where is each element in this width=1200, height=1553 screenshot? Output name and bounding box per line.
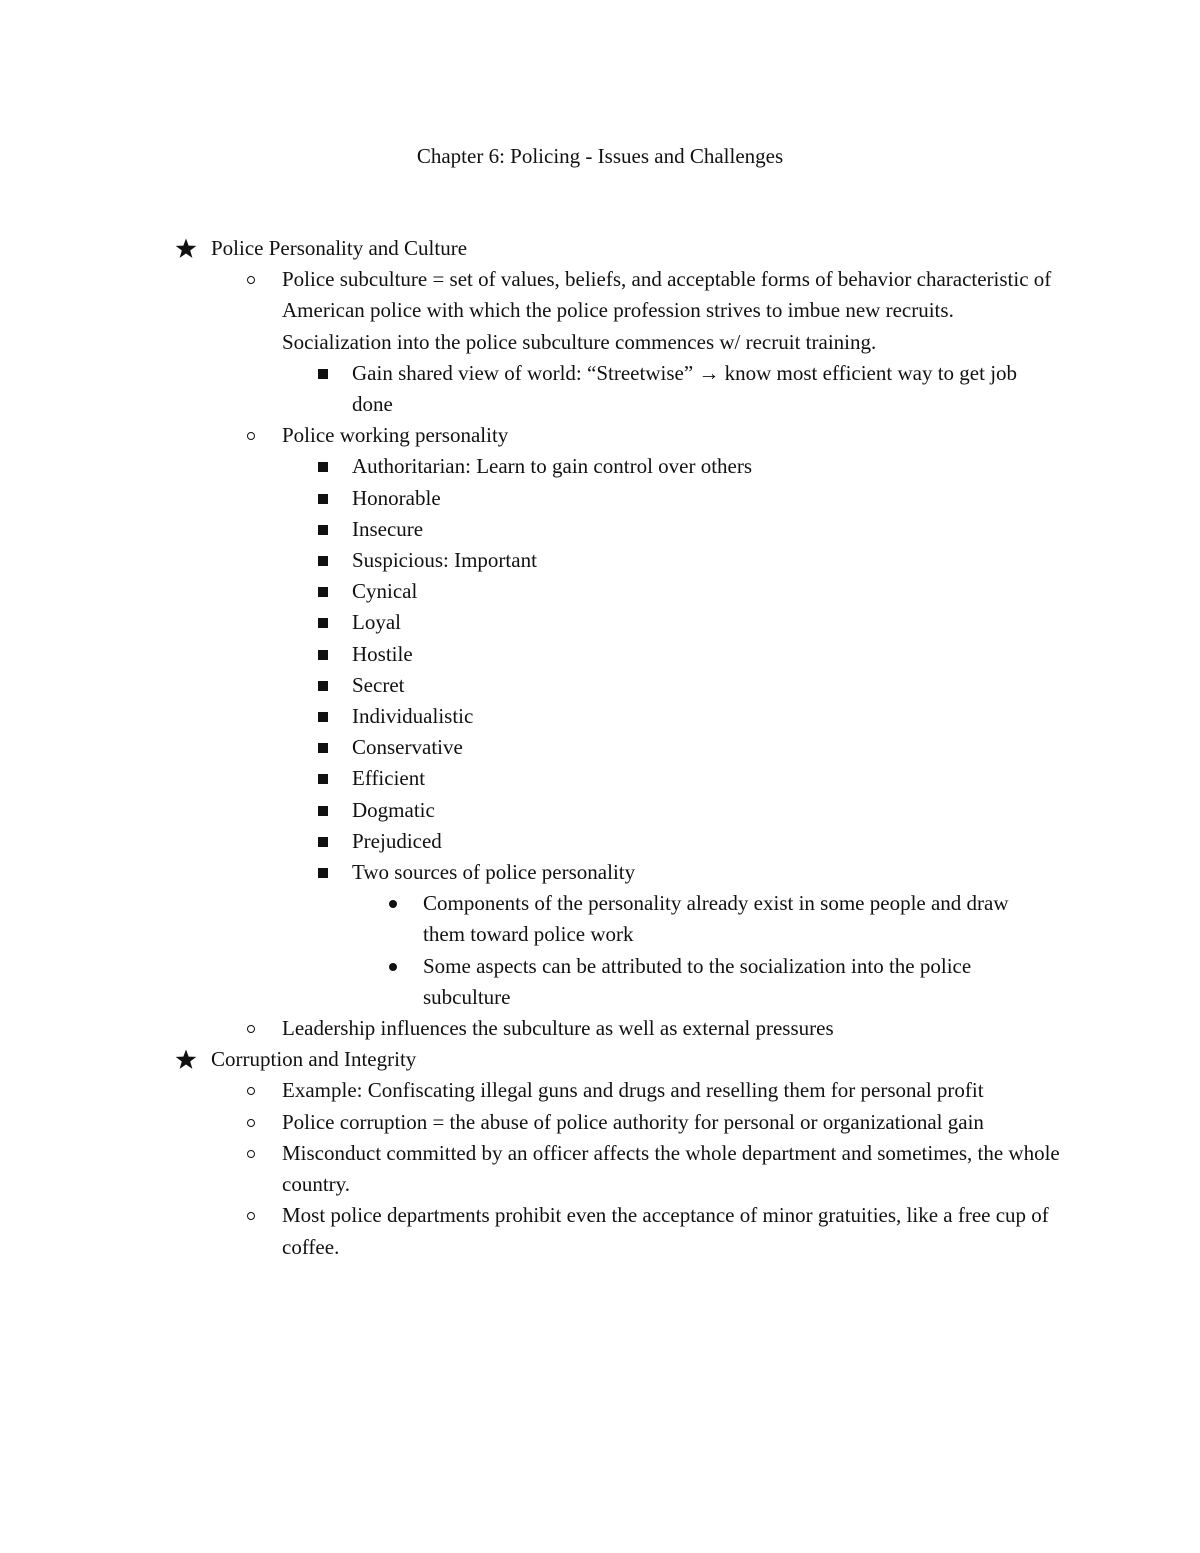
- list-item: [0, 670, 1052, 701]
- star-bullet-icon: [175, 233, 197, 259]
- item-text: Most police departments prohibit even the acceptance of minor gratuities, like a free cup of coffee.: [282, 1203, 1049, 1259]
- list-item: [0, 545, 1052, 576]
- subitem-text: Gain shared view of world: “Streetwise” → know most efficient way to get job done: [352, 360, 1018, 417]
- list-item: [0, 1013, 1062, 1044]
- subitem-text: Two sources of police personality: [352, 860, 636, 885]
- list-item: [0, 1138, 1062, 1200]
- list-item: [0, 514, 1052, 545]
- square-bullet-icon: [318, 525, 328, 535]
- circle-bullet-icon: [247, 1212, 255, 1220]
- list-item: [0, 701, 1052, 732]
- list-item: [0, 732, 1052, 763]
- subitem-text: Suspicious: Important: [352, 548, 537, 573]
- square-bullet-icon: [318, 587, 328, 597]
- circle-bullet-icon: [247, 1025, 255, 1033]
- list-item: [0, 607, 1052, 638]
- subitem-list: [0, 451, 1062, 1013]
- item-text: Example: Confiscating illegal guns and drugs and reselling them for personal profit: [282, 1078, 984, 1103]
- square-bullet-icon: [318, 806, 328, 816]
- subitem-list: [0, 358, 1062, 420]
- subitem-text: Prejudiced: [352, 828, 442, 853]
- list-item: [0, 1200, 1062, 1262]
- square-bullet-icon: [318, 556, 328, 566]
- subitem-text: Conservative: [352, 735, 463, 760]
- list-item: [0, 451, 1052, 482]
- star-bullet-icon: [175, 1044, 197, 1070]
- list-item: [0, 358, 1052, 420]
- subitem-text: Hostile: [352, 641, 413, 666]
- subitem-text: Insecure: [352, 516, 424, 541]
- circle-bullet-icon: [247, 276, 255, 284]
- list-item: [0, 639, 1052, 670]
- square-bullet-icon: [318, 462, 328, 472]
- square-bullet-icon: [318, 618, 328, 628]
- list-item: [0, 951, 1053, 1013]
- section-heading: Police Personality and Culture: [211, 236, 468, 260]
- subitem-text: Honorable: [352, 485, 441, 510]
- item-text: Police working personality: [282, 423, 509, 448]
- subitem-text: Cynical: [352, 579, 418, 604]
- square-bullet-icon: [318, 743, 328, 753]
- subitem-text: Individualistic: [352, 704, 474, 729]
- square-bullet-icon: [318, 837, 328, 847]
- source-text: Components of the personality already exist in some people and draw them toward police work: [423, 891, 1009, 947]
- list-item: [0, 763, 1052, 794]
- page-title: Chapter 6: Policing - Issues and Challenges: [416, 144, 784, 168]
- disc-bullet-icon: [389, 900, 397, 908]
- list-item: [0, 576, 1052, 607]
- section-corruption-integrity: [0, 1044, 1071, 1262]
- list-item: [0, 1075, 1062, 1106]
- list-item: [0, 1107, 1062, 1138]
- section-police-personality: [0, 233, 1071, 1044]
- list-item: [0, 826, 1052, 857]
- outline: [0, 233, 1200, 1263]
- section-heading: Corruption and Integrity: [211, 1047, 417, 1072]
- subitem-text: Authoritarian: Learn to gain control over others: [352, 454, 753, 479]
- item-text: Leadership influences the subculture as well as external pressures: [282, 1016, 834, 1041]
- circle-bullet-icon: [247, 1087, 255, 1095]
- list-item: [0, 795, 1052, 826]
- source-text: Some aspects can be attributed to the socialization into the police subculture: [423, 953, 972, 1009]
- source-list: [0, 888, 1052, 1013]
- list-item: [0, 857, 1052, 1013]
- subitem-text: Secret: [352, 672, 405, 697]
- square-bullet-icon: [318, 494, 328, 504]
- list-item: [0, 888, 1053, 950]
- circle-bullet-icon: [247, 432, 255, 440]
- subitem-text: Dogmatic: [352, 797, 435, 822]
- disc-bullet-icon: [389, 963, 397, 971]
- square-bullet-icon: [318, 369, 328, 379]
- square-bullet-icon: [318, 650, 328, 660]
- item-list: [0, 1075, 1071, 1262]
- circle-bullet-icon: [247, 1150, 255, 1158]
- square-bullet-icon: [318, 712, 328, 722]
- subitem-text: Loyal: [352, 610, 401, 635]
- item-text: Police subculture = set of values, beliefs, and acceptable forms of behavior characteristic of American police with which the police profession strives to imbue new recruits. Socialization into the police subculture commences w/ recruit training.: [282, 267, 1052, 354]
- section-list: [0, 233, 1200, 1263]
- square-bullet-icon: [318, 681, 328, 691]
- list-item: [0, 420, 1062, 1013]
- list-item: [0, 264, 1062, 420]
- item-text: Misconduct committed by an officer affects the whole department and sometimes, the whole country.: [282, 1140, 1060, 1197]
- list-item: [0, 483, 1052, 514]
- square-bullet-icon: [318, 868, 328, 878]
- item-text: Police corruption = the abuse of police authority for personal or organizational gain: [282, 1109, 984, 1134]
- square-bullet-icon: [318, 774, 328, 784]
- item-list: [0, 264, 1071, 1044]
- subitem-text: Efficient: [352, 766, 426, 791]
- circle-bullet-icon: [247, 1119, 255, 1127]
